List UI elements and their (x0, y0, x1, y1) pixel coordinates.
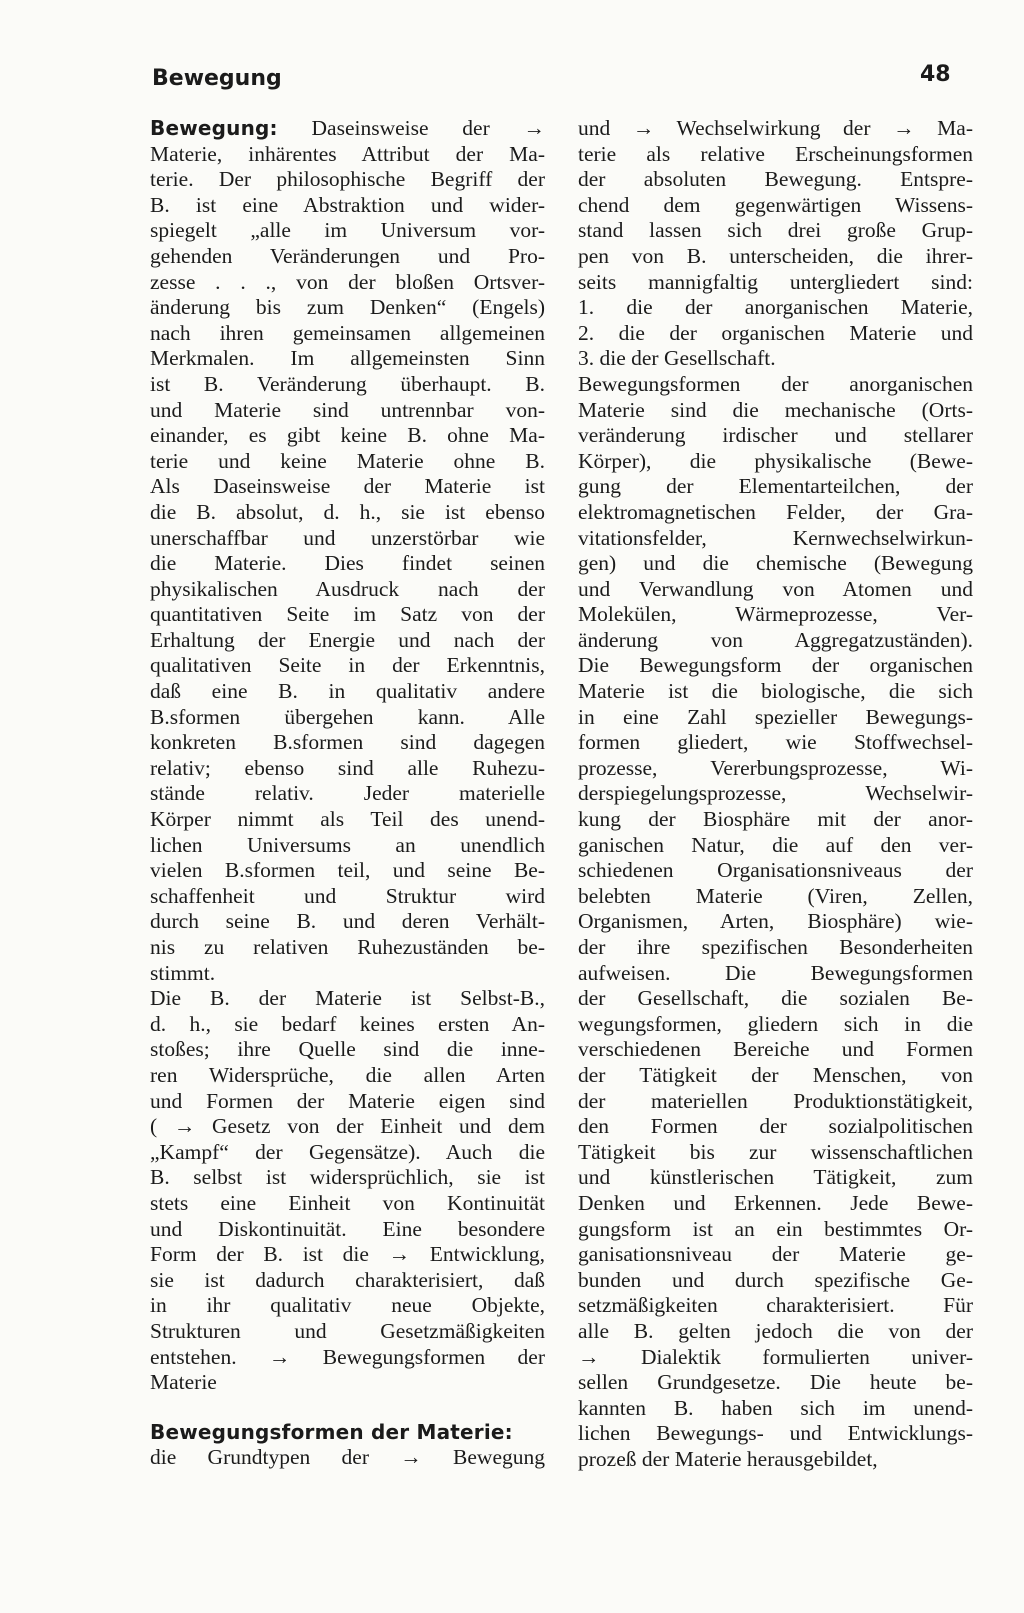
text-line: den Formen der sozialpolitischen (578, 1114, 973, 1139)
text-line: Strukturen und Gesetzmäßigkeiten (150, 1318, 545, 1343)
text-line: der materiellen Produktionstätigkeit, (578, 1088, 973, 1113)
text-line: relativ; ebenso sind alle Ruhezu- (150, 755, 545, 780)
text-line: gen) und die chemische (Bewegung (578, 551, 973, 576)
text-line: zesse . . ., von der bloßen Ortsver- (150, 269, 545, 294)
text-line: qualitativen Seite in der Erkenntnis, (150, 653, 545, 678)
text-line: terie und keine Materie ohne B. (150, 448, 545, 473)
text-line: und Materie sind untrennbar von- (150, 397, 545, 422)
text-line: unerschaffbar und unzerstörbar wie (150, 525, 545, 550)
text-line: Erhaltung der Energie und nach der (150, 627, 545, 652)
text-line: die Materie. Dies findet seinen (150, 551, 545, 576)
text-line: in ihr qualitativ neue Objekte, (150, 1293, 545, 1318)
text-line: ( → Gesetz von der Einheit und dem (150, 1114, 545, 1139)
text-line: Materie sind die mechanische (Orts- (578, 397, 973, 422)
text-line: Organismen, Arten, Biosphäre) wie- (578, 909, 973, 934)
text-line: stoßes; ihre Quelle sind die inne- (150, 1037, 545, 1062)
text-line: Form der B. ist die → Entwicklung, (150, 1242, 545, 1267)
text-line: Tätigkeit bis zur wissenschaftlichen (578, 1139, 973, 1164)
text-line: prozesse, Vererbungsprozesse, Wi- (578, 755, 973, 780)
text-line: quantitativen Seite im Satz von der (150, 602, 545, 627)
text-line: sellen Grundgesetze. Die heute be- (578, 1370, 973, 1395)
text-line: Materie (150, 1370, 217, 1395)
text-line: stand lassen sich drei große Grup- (578, 218, 973, 243)
text-line: stets eine Einheit von Kontinuität (150, 1190, 545, 1215)
text-line: nach ihren gemeinsamen allgemeinen (150, 320, 545, 345)
text-line: die B. absolut, d. h., sie ist ebenso (150, 499, 545, 524)
text-line: schaffenheit und Struktur wird (150, 883, 545, 908)
text-line: terie als relative Erscheinungsformen (578, 141, 973, 166)
text-line: und Verwandlung von Atomen und (578, 576, 973, 601)
text-line: Die B. der Materie ist Selbst-B., (150, 986, 545, 1011)
text-line: 2. die der organischen Materie und (578, 320, 973, 345)
headword-bewegung: Bewegung: (150, 116, 278, 140)
text-line: vitationsfelder, Kernwechselwirkun- (578, 525, 973, 550)
entry-continuation (578, 116, 973, 1472)
text-line: änderung bis zum Denken“ (Engels) (150, 295, 545, 320)
running-head: Bewegung (152, 66, 282, 91)
text-line: Bewegung: Daseinsweise der → (150, 116, 545, 140)
text-line: 1. die der anorganischen Materie, (578, 295, 973, 320)
text-line: der ihre spezifischen Besonderheiten (578, 935, 973, 959)
text-line: Molekülen, Wärmeprozesse, Ver- (578, 602, 973, 627)
text-line: gungsform ist an ein bestimmtes Or- (578, 1216, 973, 1241)
text-line: „Kampf“ der Gegensätze). Auch die (150, 1139, 545, 1164)
text-line: sie ist dadurch charakterisiert, daß (150, 1267, 545, 1292)
text-line: und künstlerischen Tätigkeit, zum (578, 1165, 973, 1190)
text-line: und Diskontinuität. Eine besondere (150, 1216, 545, 1241)
text-line: Körper), die physikalische (Bewe- (578, 448, 973, 473)
text-line: die Grundtypen der → Bewegung (150, 1445, 545, 1470)
text-line: Körper nimmt als Teil des unend- (150, 807, 545, 832)
text-line: gehenden Veränderungen und Pro- (150, 243, 545, 268)
text-line: Merkmalen. Im allgemeinsten Sinn (150, 346, 545, 371)
entry-bewegungsformen (150, 1420, 545, 1471)
text-line: ganischen Natur, die auf den ver- (578, 832, 973, 857)
text-line: und → Wechselwirkung der → Ma- (578, 116, 973, 140)
text-line: in eine Zahl spezieller Bewegungs- (578, 704, 973, 729)
right-column (578, 116, 973, 1472)
text-line: ganisationsniveau der Materie ge- (578, 1242, 973, 1267)
text-line: Materie ist die biologische, die sich (578, 679, 973, 704)
text-line: einander, es gibt keine B. ohne Ma- (150, 423, 545, 448)
text-line: ren Widersprüche, die allen Arten (150, 1062, 545, 1087)
text-line: veränderung irdischer und stellarer (578, 423, 973, 448)
entry-gap (150, 1396, 545, 1420)
text-line: daß eine B. in qualitativ andere (150, 679, 545, 704)
left-column (150, 116, 545, 1471)
text-line: B.sformen übergehen kann. Alle (150, 704, 545, 729)
text-line: 3. die der Gesellschaft. (578, 346, 776, 371)
text-line: ist B. Veränderung überhaupt. B. (150, 371, 545, 396)
text-line: → Dialektik formulierten univer- (578, 1344, 973, 1369)
text-line: d. h., sie bedarf keines ersten An- (150, 1011, 545, 1036)
text-line: elektromagnetischen Felder, der Gra- (578, 499, 973, 524)
text-line: der Tätigkeit der Menschen, von (578, 1062, 973, 1087)
text-line: nis zu relativen Ruhezuständen be- (150, 935, 545, 959)
text-line: verschiedenen Bereiche und Formen (578, 1037, 973, 1062)
text-line: aufweisen. Die Bewegungsformen (578, 960, 973, 985)
text-line: physikalischen Ausdruck nach der (150, 576, 545, 601)
text-line: Bewegungsformen der anorganischen (578, 371, 973, 396)
text-line: terie. Der philosophische Begriff der (150, 167, 545, 192)
entry-bewegung (150, 116, 545, 1396)
text-line: kung der Biosphäre mit der anor- (578, 807, 973, 832)
text-line: wegungsformen, gliedern sich in die (578, 1011, 973, 1036)
text-line: bunden und durch spezifische Ge- (578, 1267, 973, 1292)
text-line: durch seine B. und deren Verhält- (150, 909, 545, 934)
text-line: B. ist eine Abstraktion und wider- (150, 192, 545, 217)
text-line: chend dem gegenwärtigen Wissens- (578, 192, 973, 217)
text-line: spiegelt „alle im Universum vor- (150, 218, 545, 243)
text-line: lichen Bewegungs- und Entwicklungs- (578, 1421, 973, 1446)
text-line: Als Daseinsweise der Materie ist (150, 474, 545, 499)
text-line: entstehen. → Bewegungsformen der (150, 1344, 545, 1369)
text-line: lichen Universums an unendlich (150, 832, 545, 857)
text-line: der absoluten Bewegung. Entspre- (578, 167, 973, 192)
text-line: der Gesellschaft, die sozialen Be- (578, 986, 973, 1011)
text-line: und Formen der Materie eigen sind (150, 1088, 545, 1113)
text-line: Materie, inhärentes Attribut der Ma- (150, 141, 545, 166)
text-line: vielen B.sformen teil, und seine Be- (150, 858, 545, 883)
text-line: prozeß der Materie herausgebildet, (578, 1446, 878, 1471)
text-line: alle B. gelten jedoch die von der (578, 1318, 973, 1343)
text-line: derspiegelungsprozesse, Wechselwir- (578, 781, 973, 806)
text-line: setzmäßigkeiten charakterisiert. Für (578, 1293, 973, 1318)
text-line: stimmt. (150, 960, 216, 985)
text-line: belebten Materie (Viren, Zellen, (578, 883, 973, 908)
text-line: stände relativ. Jeder materielle (150, 781, 545, 806)
text-line: seits mannigfaltig untergliedert sind: (578, 269, 973, 294)
headword-bewegungsformen: Bewegungsformen der Materie: (150, 1419, 513, 1444)
text-line: konkreten B.sformen sind dagegen (150, 730, 545, 755)
text-line: schiedenen Organisationsniveaus der (578, 858, 973, 883)
text-line: pen von B. unterscheiden, die ihrer- (578, 243, 973, 268)
text-line: Die Bewegungsform der organischen (578, 653, 973, 678)
text-line: gung der Elementarteilchen, der (578, 474, 973, 499)
text-line: kannten B. haben sich im unend- (578, 1395, 973, 1420)
text-line: formen gliedert, wie Stoffwechsel- (578, 730, 973, 755)
page-number: 48 (920, 62, 951, 87)
text-line: B. selbst ist widersprüchlich, sie ist (150, 1165, 545, 1190)
text-line: änderung von Aggregatzuständen). (578, 627, 973, 652)
text-line: Denken und Erkennen. Jede Bewe- (578, 1190, 973, 1215)
